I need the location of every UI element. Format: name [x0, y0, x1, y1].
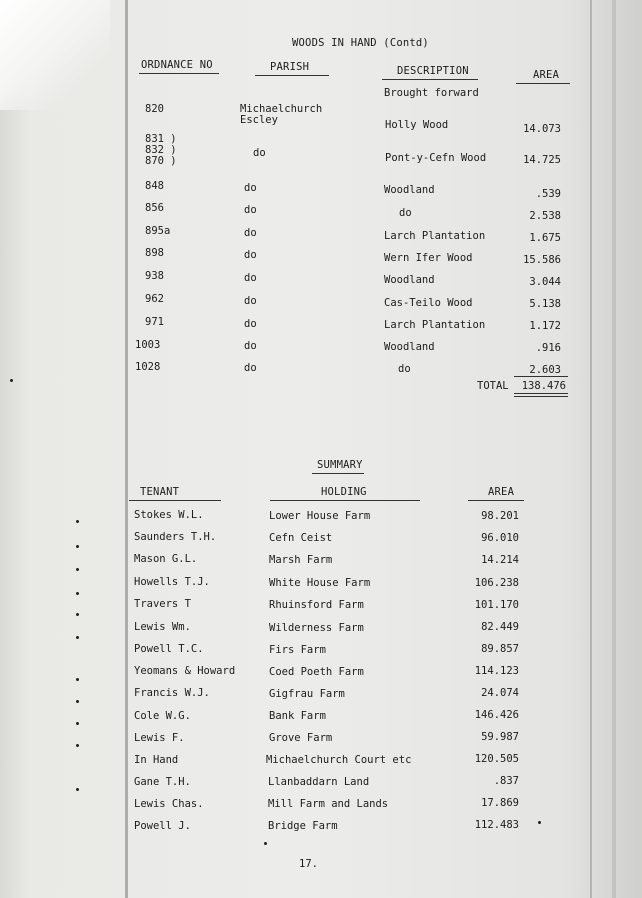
page-edge-line: [612, 0, 616, 898]
tenant: Stokes W.L.: [134, 509, 204, 521]
tenant: Travers T: [134, 598, 191, 610]
holding: Michaelchurch Court etc: [266, 754, 412, 766]
underline: [468, 500, 524, 501]
ordnance-no: 938: [145, 270, 164, 282]
tenant: Mason G.L.: [134, 553, 198, 565]
margin-dot: [76, 545, 79, 548]
total-rule: [514, 376, 568, 377]
parish: do: [244, 340, 257, 352]
parish: do: [244, 362, 257, 374]
summary-area: 146.426: [474, 709, 519, 721]
tenant: Yeomans & Howard: [134, 665, 236, 677]
tenant: Lewis F.: [134, 732, 185, 744]
parish: do: [244, 227, 257, 239]
area-value: 2.603: [529, 364, 561, 376]
summary-area: 59.987: [481, 731, 519, 743]
underline: [129, 500, 221, 501]
tenant: Howells T.J.: [134, 576, 210, 588]
brought-forward: Brought forward: [384, 87, 479, 99]
summary-area: 89.857: [481, 643, 519, 655]
margin-dot: [538, 821, 541, 824]
description: Wern Ifer Wood: [384, 252, 473, 264]
header-area: AREA: [533, 69, 560, 81]
ordnance-no: 1028: [135, 361, 161, 373]
holding: Coed Poeth Farm: [269, 666, 364, 678]
description: Larch Plantation: [384, 319, 486, 331]
header-summary-area: AREA: [488, 486, 515, 498]
margin-dot: [264, 842, 267, 845]
margin-dot: [76, 722, 79, 725]
header-parish: PARISH: [270, 61, 310, 73]
ordnance-no: 898: [145, 247, 164, 259]
description: Holly Wood: [385, 119, 449, 131]
tenant: Gane T.H.: [134, 776, 191, 788]
ordnance-no: 848: [145, 180, 164, 192]
summary-area: 24.074: [481, 687, 519, 699]
parish: do: [244, 295, 257, 307]
holding: Marsh Farm: [269, 554, 333, 566]
ordnance-no: 971: [145, 316, 164, 328]
description: Pont-y-Cefn Wood: [385, 152, 487, 164]
description: do: [399, 207, 412, 219]
summary-area: 17.869: [481, 797, 519, 809]
area-value: 3.044: [529, 276, 561, 288]
area-value: 1.172: [529, 320, 561, 332]
ordnance-no: 895a: [145, 225, 171, 237]
area-value: 1.675: [529, 232, 561, 244]
tenant: Francis W.J.: [134, 687, 210, 699]
total-value: 138.476: [521, 380, 566, 392]
ordnance-no: 870 ): [145, 155, 177, 167]
margin-dot: [76, 678, 79, 681]
area-value: 15.586: [523, 254, 561, 266]
description: Larch Plantation: [384, 230, 486, 242]
area-value: .539: [535, 188, 561, 200]
header-tenant: TENANT: [140, 486, 180, 498]
area-value: 5.138: [529, 298, 561, 310]
summary-area: 14.214: [481, 554, 519, 566]
parish: do: [244, 249, 257, 261]
parish: do: [244, 272, 257, 284]
underline: [382, 79, 478, 80]
description: Woodland: [384, 184, 435, 196]
margin-dot: [76, 700, 79, 703]
ordnance-no: 1003: [135, 339, 161, 351]
area-value: 2.538: [529, 210, 561, 222]
parish: do: [253, 147, 266, 159]
summary-area: .837: [493, 775, 519, 787]
holding: White House Farm: [269, 577, 371, 589]
holding: Bank Farm: [269, 710, 326, 722]
tenant: Saunders T.H.: [134, 531, 217, 543]
tenant: Powell T.C.: [134, 643, 204, 655]
margin-dot: [76, 788, 79, 791]
holding: Mill Farm and Lands: [268, 798, 389, 810]
total-double-rule: [514, 396, 568, 397]
summary-area: 96.010: [481, 532, 519, 544]
area-value: 14.725: [523, 154, 561, 166]
tenant: In Hand: [134, 754, 179, 766]
tenant: Lewis Chas.: [134, 798, 204, 810]
margin-line: [125, 0, 128, 898]
tenant: Cole W.G.: [134, 710, 191, 722]
holding: Lower House Farm: [269, 510, 371, 522]
summary-area: 112.483: [474, 819, 519, 831]
margin-dot: [76, 568, 79, 571]
total-double-rule: [514, 393, 568, 394]
description: do: [398, 363, 411, 375]
header-description: DESCRIPTION: [397, 65, 469, 77]
underline: [139, 73, 219, 74]
summary-area: 101.170: [474, 599, 519, 611]
light-glare: [0, 0, 110, 110]
holding: Wilderness Farm: [269, 622, 364, 634]
holding: Grove Farm: [269, 732, 333, 744]
underline: [270, 500, 420, 501]
ordnance-no: 831 ): [145, 133, 177, 145]
summary-area: 114.123: [474, 665, 519, 677]
ordnance-no: 962: [145, 293, 164, 305]
total-label: TOTAL: [477, 380, 509, 392]
header-holding: HOLDING: [321, 486, 367, 498]
tenant: Lewis Wm.: [134, 621, 191, 633]
underline: [312, 473, 364, 474]
ordnance-no: 832 ): [145, 144, 177, 156]
page-number: 17.: [299, 858, 318, 870]
margin-dot: [76, 592, 79, 595]
ordnance-no: 820: [145, 103, 164, 115]
holding: Rhuinsford Farm: [269, 599, 364, 611]
parish: do: [244, 318, 257, 330]
margin-dot: [76, 636, 79, 639]
margin-dot: [76, 744, 79, 747]
holding: Llanbaddarn Land: [268, 776, 370, 788]
summary-area: 120.505: [474, 753, 519, 765]
parish: do: [244, 182, 257, 194]
parish: Michaelchurch: [240, 103, 323, 115]
summary-title: SUMMARY: [317, 459, 363, 471]
woods-title: WOODS IN HAND (Contd): [292, 37, 429, 49]
margin-dot: [10, 379, 13, 382]
summary-area: 98.201: [481, 510, 519, 522]
margin-dot: [76, 520, 79, 523]
ordnance-no: 856: [145, 202, 164, 214]
parish: Escley: [240, 114, 278, 126]
margin-dot: [76, 613, 79, 616]
holding: Bridge Farm: [268, 820, 338, 832]
underline: [255, 75, 329, 76]
underline: [516, 83, 570, 84]
description: Woodland: [384, 274, 435, 286]
summary-area: 82.449: [481, 621, 519, 633]
area-value: 14.073: [523, 123, 561, 135]
parish: do: [244, 204, 257, 216]
header-ordnance: ORDNANCE NO: [141, 59, 213, 71]
description: Cas-Teilo Wood: [384, 297, 473, 309]
summary-area: 106.238: [474, 577, 519, 589]
page-edge-line: [590, 0, 592, 898]
tenant: Powell J.: [134, 820, 191, 832]
description: Woodland: [384, 341, 435, 353]
holding: Gigfrau Farm: [269, 688, 345, 700]
area-value: .916: [535, 342, 561, 354]
holding: Firs Farm: [269, 644, 326, 656]
holding: Cefn Ceist: [269, 532, 333, 544]
